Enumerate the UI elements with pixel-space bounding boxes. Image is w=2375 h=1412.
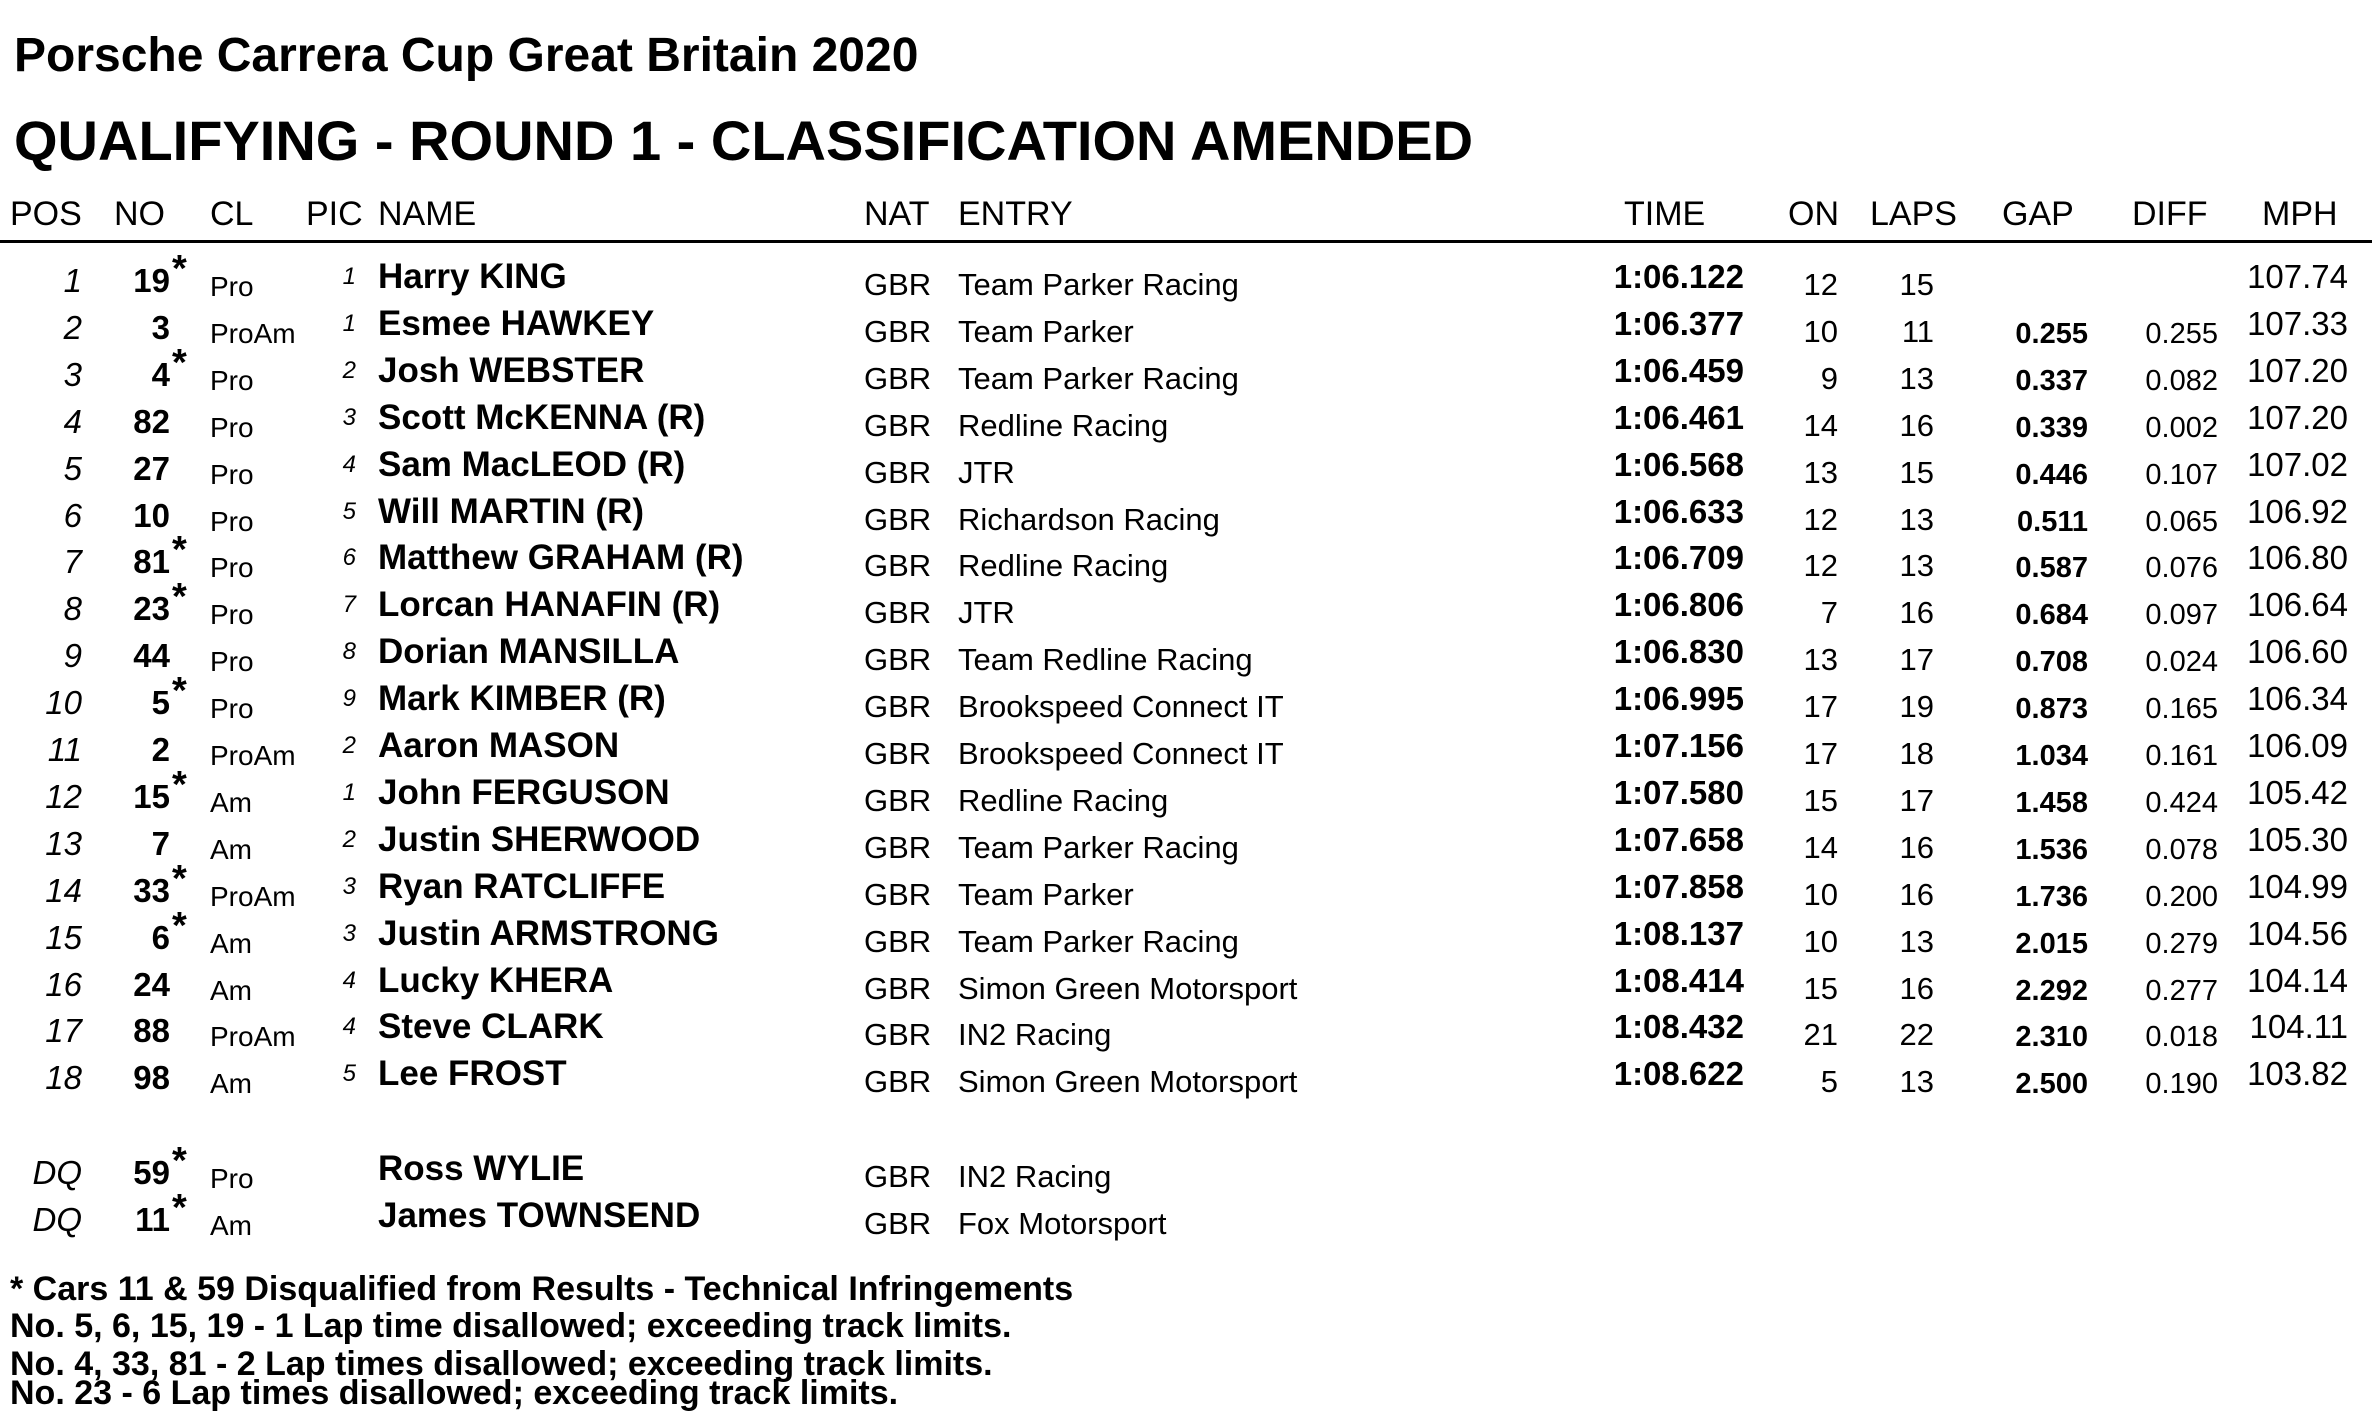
cell-laps: 17 [1899, 642, 1934, 677]
cell-mph: 104.14 [2247, 962, 2348, 999]
table-row [0, 399, 2375, 445]
dq-row [0, 1187, 2375, 1243]
cell-cl: Am [210, 928, 252, 959]
cell-cl: Pro [210, 599, 254, 630]
cell-nat: GBR [864, 877, 932, 912]
cell-pos: DQ [32, 1154, 82, 1191]
cell-cl: Pro [210, 412, 254, 443]
table-row [0, 305, 2375, 351]
header-pos: POS [10, 195, 82, 233]
cell-pos: 5 [63, 450, 82, 487]
cell-laps: 19 [1899, 689, 1934, 724]
cell-nat: GBR [864, 408, 932, 443]
cell-nat: GBR [864, 642, 932, 677]
cell-nat: GBR [864, 314, 932, 349]
header-diff: DIFF [2132, 195, 2208, 233]
cell-mph: 105.30 [2247, 821, 2348, 858]
cell-entry: JTR [958, 595, 1015, 630]
cell-entry: Team Parker Racing [958, 924, 1239, 959]
cell-cl: ProAm [210, 881, 296, 912]
cell-on: 5 [1820, 1064, 1838, 1099]
cell-laps: 11 [1901, 314, 1934, 349]
cell-diff: 0.277 [2145, 975, 2218, 1007]
cell-star: * [172, 342, 187, 384]
cell-star: * [172, 1187, 187, 1229]
cell-nat: GBR [864, 502, 932, 537]
cell-time: 1:06.806 [1613, 586, 1744, 623]
cell-pic: 3 [342, 873, 356, 900]
cell-star: * [172, 1140, 187, 1182]
cell-pos: 3 [63, 356, 82, 393]
note-track-limits-2: No. 4, 33, 81 - 2 Lap times disallowed; exceeding track limits. [10, 1345, 993, 1383]
cell-on: 10 [1803, 314, 1838, 349]
cell-laps: 16 [1899, 408, 1934, 443]
cell-laps: 16 [1899, 877, 1934, 912]
cell-entry: Team Parker Racing [958, 267, 1239, 302]
cell-on: 15 [1803, 783, 1838, 818]
cell-on: 9 [1820, 361, 1838, 396]
cell-name: Steve CLARK [378, 1007, 604, 1046]
cell-diff: 0.279 [2145, 928, 2218, 960]
cell-gap: 0.511 [2017, 506, 2088, 538]
cell-no: 19 [133, 262, 170, 299]
cell-on: 15 [1803, 971, 1838, 1006]
cell-gap: 0.255 [2015, 318, 2088, 350]
cell-no: 2 [151, 731, 170, 768]
cell-nat: GBR [864, 267, 932, 302]
cell-entry: Team Redline Racing [958, 642, 1253, 677]
cell-no: 59 [133, 1154, 170, 1191]
cell-pos: 11 [47, 731, 82, 768]
cell-no: 81 [133, 543, 170, 580]
table-row [0, 821, 2375, 867]
note-disqualified: * Cars 11 & 59 Disqualified from Results - Technical Infringements [10, 1270, 1074, 1308]
cell-entry: Richardson Racing [958, 502, 1220, 537]
cell-pos: 15 [45, 919, 82, 956]
cell-no: 5 [151, 684, 170, 721]
cell-pic: 5 [342, 1060, 356, 1087]
table-row [0, 905, 2375, 961]
cell-gap: 2.015 [2015, 928, 2088, 960]
cell-no: 23 [133, 590, 170, 627]
cell-pos: 10 [45, 684, 82, 721]
cell-pos: 13 [45, 825, 82, 862]
cell-diff: 0.190 [2145, 1068, 2218, 1100]
note-track-limits-3: No. 23 - 6 Lap times disallowed; exceeding track limits. [10, 1374, 899, 1412]
cell-time: 1:08.137 [1613, 915, 1744, 952]
cell-name: John FERGUSON [378, 773, 670, 812]
header-name: NAME [378, 195, 477, 233]
cell-gap: 1.458 [2015, 787, 2088, 819]
cell-time: 1:06.461 [1613, 399, 1744, 436]
cell-time: 1:07.580 [1613, 774, 1744, 811]
cell-on: 13 [1803, 642, 1838, 677]
cell-time: 1:06.122 [1613, 258, 1744, 295]
cell-nat: GBR [864, 1206, 932, 1241]
table-row [0, 1008, 2375, 1054]
cell-nat: GBR [864, 595, 932, 630]
cell-cl: Am [210, 834, 252, 865]
header-time: TIME [1624, 195, 1706, 233]
cell-pic: 3 [342, 920, 356, 947]
cell-mph: 103.82 [2247, 1055, 2348, 1092]
table-row [0, 764, 2375, 820]
cell-pic: 2 [342, 826, 356, 853]
cell-cl: Pro [210, 506, 254, 537]
cell-cl: ProAm [210, 740, 296, 771]
header-cl: CL [210, 195, 254, 233]
cell-name: Esmee HAWKEY [378, 304, 655, 343]
cell-pic: 1 [342, 263, 356, 290]
cell-mph: 107.20 [2247, 399, 2348, 436]
cell-mph: 106.09 [2247, 727, 2348, 764]
cell-entry: IN2 Racing [958, 1017, 1112, 1052]
cell-name: Scott McKENNA (R) [378, 398, 706, 437]
cell-gap: 1.536 [2015, 834, 2088, 866]
cell-star: * [172, 858, 187, 900]
cell-diff: 0.078 [2145, 834, 2218, 866]
cell-no: 27 [133, 450, 170, 487]
cell-entry: Brookspeed Connect IT [958, 736, 1284, 771]
cell-pic: 3 [342, 404, 356, 431]
cell-entry: Brookspeed Connect IT [958, 689, 1284, 724]
cell-on: 14 [1803, 830, 1838, 865]
cell-pos: DQ [32, 1201, 82, 1238]
cell-mph: 106.64 [2247, 586, 2348, 623]
table-row [0, 576, 2375, 632]
cell-no: 6 [151, 919, 170, 956]
header-entry: ENTRY [958, 195, 1073, 233]
cell-laps: 22 [1899, 1017, 1934, 1052]
cell-on: 12 [1803, 267, 1838, 302]
cell-star: * [172, 529, 187, 571]
table-row [0, 962, 2375, 1008]
cell-entry: Team Parker Racing [958, 830, 1239, 865]
cell-nat: GBR [864, 830, 932, 865]
cell-time: 1:07.156 [1613, 727, 1744, 764]
cell-star: * [172, 905, 187, 947]
cell-entry: Team Parker [958, 314, 1134, 349]
cell-on: 10 [1803, 877, 1838, 912]
cell-laps: 17 [1899, 783, 1934, 818]
cell-nat: GBR [864, 1017, 932, 1052]
cell-nat: GBR [864, 736, 932, 771]
cell-star: * [172, 670, 187, 712]
cell-pic: 2 [342, 732, 356, 759]
cell-laps: 16 [1899, 971, 1934, 1006]
cell-pic: 8 [342, 638, 356, 665]
document-subtitle: QUALIFYING - ROUND 1 - CLASSIFICATION AMENDED [14, 109, 1474, 172]
cell-name: Aaron MASON [378, 726, 620, 765]
cell-pos: 12 [45, 778, 82, 815]
cell-pic: 4 [342, 451, 356, 478]
header-mph: MPH [2262, 195, 2338, 233]
cell-pos: 4 [63, 403, 82, 440]
cell-gap: 2.500 [2015, 1068, 2088, 1100]
cell-name: Dorian MANSILLA [378, 632, 680, 671]
cell-cl: Pro [210, 1163, 254, 1194]
cell-cl: Pro [210, 365, 254, 396]
cell-pos: 16 [45, 966, 82, 1003]
cell-diff: 0.255 [2145, 318, 2218, 350]
cell-entry: Fox Motorsport [958, 1206, 1167, 1241]
cell-diff: 0.107 [2145, 459, 2218, 491]
cell-gap: 0.684 [2015, 599, 2088, 631]
cell-name: Matthew GRAHAM (R) [378, 538, 744, 577]
cell-nat: GBR [864, 361, 932, 396]
cell-no: 24 [133, 966, 170, 1003]
table-row [0, 529, 2375, 585]
cell-gap: 0.708 [2015, 646, 2088, 678]
table-row [0, 248, 2375, 304]
cell-pic: 1 [342, 779, 356, 806]
table-row [0, 1055, 2375, 1101]
cell-entry: IN2 Racing [958, 1159, 1112, 1194]
cell-cl: ProAm [210, 318, 296, 349]
note-track-limits-1: No. 5, 6, 15, 19 - 1 Lap time disallowed; exceeding track limits. [10, 1307, 1012, 1345]
cell-diff: 0.424 [2145, 787, 2218, 819]
header-gap: GAP [2002, 195, 2074, 233]
cell-pos: 14 [45, 872, 82, 909]
cell-cl: Am [210, 1068, 252, 1099]
cell-pic: 4 [342, 1013, 356, 1040]
cell-time: 1:08.622 [1613, 1055, 1744, 1092]
cell-diff: 0.018 [2145, 1021, 2218, 1053]
cell-gap: 0.873 [2015, 693, 2088, 725]
cell-on: 7 [1820, 595, 1838, 630]
cell-star: * [172, 248, 187, 290]
cell-cl: Am [210, 975, 252, 1006]
cell-no: 88 [133, 1012, 170, 1049]
cell-mph: 107.33 [2247, 305, 2348, 342]
cell-diff: 0.065 [2145, 506, 2218, 538]
cell-nat: GBR [864, 689, 932, 724]
table-row [0, 493, 2375, 539]
cell-entry: Redline Racing [958, 783, 1169, 818]
cell-laps: 13 [1899, 1064, 1934, 1099]
header-on: ON [1788, 195, 1839, 233]
cell-cl: Pro [210, 271, 254, 302]
cell-name: Justin SHERWOOD [378, 820, 701, 859]
cell-no: 82 [133, 403, 170, 440]
table-row [0, 342, 2375, 398]
header-nat: NAT [864, 195, 930, 233]
cell-on: 10 [1803, 924, 1838, 959]
cell-on: 17 [1803, 736, 1838, 771]
cell-time: 1:08.414 [1613, 962, 1744, 999]
cell-mph: 106.34 [2247, 680, 2348, 717]
cell-pic: 2 [342, 357, 356, 384]
cell-name: Lorcan HANAFIN (R) [378, 585, 721, 624]
cell-mph: 104.99 [2247, 868, 2348, 905]
cell-no: 3 [151, 309, 170, 346]
cell-time: 1:07.858 [1613, 868, 1744, 905]
table-row [0, 446, 2375, 492]
cell-entry: Redline Racing [958, 548, 1169, 583]
cell-diff: 0.002 [2145, 412, 2218, 444]
cell-pos: 1 [63, 262, 82, 299]
cell-time: 1:06.995 [1613, 680, 1744, 717]
cell-pic: 9 [342, 685, 356, 712]
cell-diff: 0.161 [2145, 740, 2218, 772]
cell-entry: Simon Green Motorsport [958, 971, 1298, 1006]
cell-pic: 7 [342, 591, 356, 618]
table-row [0, 633, 2375, 679]
cell-mph: 106.80 [2247, 539, 2348, 576]
table-row [0, 670, 2375, 726]
cell-on: 13 [1803, 455, 1838, 490]
cell-time: 1:06.709 [1613, 539, 1744, 576]
cell-pic: 1 [342, 310, 356, 337]
header-rule [0, 240, 2372, 243]
cell-mph: 107.02 [2247, 446, 2348, 483]
cell-no: 98 [133, 1059, 170, 1096]
cell-cl: Pro [210, 646, 254, 677]
cell-laps: 18 [1899, 736, 1934, 771]
cell-mph: 107.20 [2247, 352, 2348, 389]
cell-no: 11 [135, 1201, 170, 1238]
cell-pos: 9 [63, 637, 82, 674]
cell-pos: 8 [63, 590, 82, 627]
cell-laps: 15 [1899, 455, 1934, 490]
cell-cl: Am [210, 787, 252, 818]
cell-name: Lucky KHERA [378, 961, 614, 1000]
cell-laps: 15 [1899, 267, 1934, 302]
cell-pos: 17 [45, 1012, 82, 1049]
cell-entry: Team Parker [958, 877, 1134, 912]
cell-pic: 5 [342, 498, 356, 525]
cell-no: 4 [151, 356, 170, 393]
cell-entry: Team Parker Racing [958, 361, 1239, 396]
cell-laps: 16 [1899, 830, 1934, 865]
cell-name: Mark KIMBER (R) [378, 679, 666, 718]
cell-on: 12 [1803, 548, 1838, 583]
cell-name: Sam MacLEOD (R) [378, 445, 686, 484]
cell-laps: 13 [1899, 924, 1934, 959]
cell-pos: 2 [63, 309, 82, 346]
cell-name: Josh WEBSTER [378, 351, 645, 390]
cell-mph: 104.11 [2249, 1008, 2348, 1045]
cell-mph: 106.92 [2247, 493, 2348, 530]
cell-no: 15 [133, 778, 170, 815]
cell-nat: GBR [864, 924, 932, 959]
cell-time: 1:07.658 [1613, 821, 1744, 858]
cell-time: 1:08.432 [1613, 1008, 1744, 1045]
cell-name: Ross WYLIE [378, 1149, 585, 1188]
cell-mph: 104.56 [2247, 915, 2348, 952]
cell-gap: 2.310 [2015, 1021, 2088, 1053]
cell-diff: 0.200 [2145, 881, 2218, 913]
cell-cl: Pro [210, 459, 254, 490]
cell-time: 1:06.633 [1613, 493, 1744, 530]
cell-time: 1:06.459 [1613, 352, 1744, 389]
cell-star: * [172, 576, 187, 618]
cell-laps: 13 [1899, 361, 1934, 396]
cell-time: 1:06.377 [1613, 305, 1744, 342]
table-row [0, 727, 2375, 773]
header-no: NO [114, 195, 165, 233]
cell-name: James TOWNSEND [378, 1196, 701, 1235]
cell-nat: GBR [864, 1159, 932, 1194]
cell-name: Ryan RATCLIFFE [378, 867, 666, 906]
cell-laps: 13 [1899, 502, 1934, 537]
cell-diff: 0.165 [2145, 693, 2218, 725]
cell-on: 17 [1803, 689, 1838, 724]
cell-name: Harry KING [378, 257, 567, 296]
cell-nat: GBR [864, 548, 932, 583]
cell-mph: 105.42 [2247, 774, 2348, 811]
cell-no: 33 [133, 872, 170, 909]
cell-laps: 13 [1899, 548, 1934, 583]
cell-name: Justin ARMSTRONG [378, 914, 719, 953]
cell-on: 21 [1803, 1017, 1838, 1052]
cell-name: Lee FROST [378, 1054, 567, 1093]
cell-nat: GBR [864, 971, 932, 1006]
cell-diff: 0.076 [2145, 552, 2218, 584]
cell-on: 14 [1803, 408, 1838, 443]
cell-pic: 4 [342, 967, 356, 994]
cell-cl: ProAm [210, 1021, 296, 1052]
cell-diff: 0.082 [2145, 365, 2218, 397]
cell-star: * [172, 764, 187, 806]
cell-cl: Am [210, 1210, 252, 1241]
cell-nat: GBR [864, 1064, 932, 1099]
cell-entry: Redline Racing [958, 408, 1169, 443]
cell-no: 10 [133, 497, 170, 534]
cell-time: 1:06.830 [1613, 633, 1744, 670]
header-laps: LAPS [1870, 195, 1957, 233]
cell-time: 1:06.568 [1613, 446, 1744, 483]
dq-row [0, 1140, 2375, 1196]
cell-gap: 0.339 [2015, 412, 2088, 444]
cell-entry: JTR [958, 455, 1015, 490]
cell-mph: 106.60 [2247, 633, 2348, 670]
cell-nat: GBR [864, 455, 932, 490]
cell-gap: 1.034 [2015, 740, 2088, 772]
cell-cl: Pro [210, 552, 254, 583]
cell-gap: 0.446 [2015, 459, 2088, 491]
cell-diff: 0.024 [2145, 646, 2218, 678]
cell-pos: 7 [63, 543, 82, 580]
cell-gap: 0.337 [2015, 365, 2088, 397]
cell-laps: 16 [1899, 595, 1934, 630]
cell-pic: 6 [342, 544, 356, 571]
table-row [0, 858, 2375, 914]
cell-no: 44 [133, 637, 170, 674]
cell-cl: Pro [210, 693, 254, 724]
cell-mph: 107.74 [2247, 258, 2348, 295]
cell-diff: 0.097 [2145, 599, 2218, 631]
cell-gap: 1.736 [2015, 881, 2088, 913]
cell-on: 12 [1803, 502, 1838, 537]
cell-no: 7 [151, 825, 170, 862]
cell-entry: Simon Green Motorsport [958, 1064, 1298, 1099]
document-title: Porsche Carrera Cup Great Britain 2020 [14, 29, 919, 82]
header-pic: PIC [306, 195, 363, 233]
cell-name: Will MARTIN (R) [378, 492, 645, 531]
cell-gap: 0.587 [2015, 552, 2088, 584]
cell-gap: 2.292 [2015, 975, 2088, 1007]
cell-pos: 6 [63, 497, 82, 534]
cell-nat: GBR [864, 783, 932, 818]
cell-pos: 18 [45, 1059, 82, 1096]
